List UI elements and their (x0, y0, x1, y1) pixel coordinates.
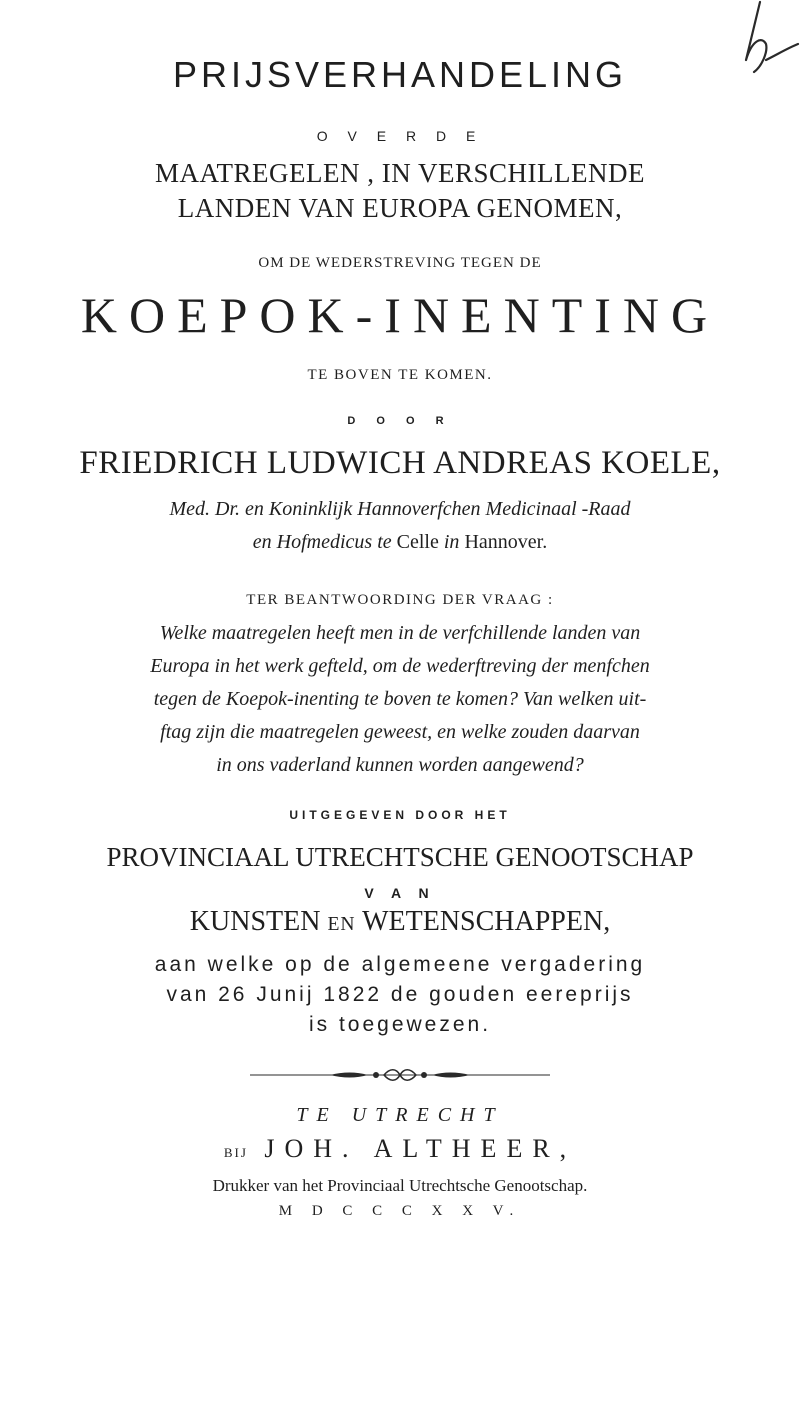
door-line: D O O R (347, 415, 453, 427)
question-line: Welke maatregelen heeft men in de verfchillende landen van (159, 622, 641, 644)
imprint-year: M D C C C X X V. (278, 1203, 522, 1219)
society-van: V A N (364, 885, 436, 901)
society-en: EN (327, 914, 356, 935)
imprint-printer-name: JOH. ALTHEER, (264, 1134, 577, 1163)
society-wetenschappen: WETENSCHAPPEN, (362, 906, 611, 937)
document-title: PRIJSVERHANDELING (172, 54, 628, 95)
imprint-printer-line (0, 1134, 800, 1164)
imprint-bij: BIJ (223, 1145, 248, 1160)
question-line: ftag zijn die maatregelen geweest, en welke zouden daarvan (160, 721, 640, 743)
affiliation-text-in: in (443, 531, 460, 553)
prize-line-1: aan welke op de algemeene vergadering (154, 953, 646, 976)
author-name: FRIEDRICH LUDWICH ANDREAS KOELE, (79, 445, 721, 481)
prize-line-2: van 26 Junij 1822 de gouden eereprijs (166, 983, 634, 1006)
ter-beantwoording-heading: TER BEANTWOORDING DER VRAAG : (246, 592, 554, 608)
subtitle-line-2: LANDEN VAN EUROPA GENOMEN, (177, 193, 623, 223)
main-subject: KOEPOK-INENTING (80, 287, 720, 343)
affiliation-place-hannover: Hannover. (464, 531, 548, 553)
imprint-printer-role: Drukker van het Provinciaal Utrechtsche Genootschap. (212, 1176, 588, 1195)
ornamental-divider (250, 1068, 550, 1082)
subtitle-line-1: MAATREGELEN , IN VERSCHILLENDE (155, 158, 645, 188)
question-line: Europa in het werk gefteld, om de wederftreving der menfchen (150, 655, 650, 677)
uitgegeven-line: UITGEGEVEN DOOR HET (289, 808, 511, 822)
prize-line-3: is toegewezen. (308, 1013, 492, 1036)
society-kunsten: KUNSTEN (189, 906, 321, 937)
imprint-city: TE UTRECHT (296, 1104, 504, 1126)
author-affiliation-line-2 (0, 531, 800, 554)
author-affiliation-line-1: Med. Dr. en Koninklijk Hannoverfchen Medicinaal -Raad (169, 498, 631, 520)
society-name-line-2 (0, 906, 800, 938)
subtitle-line-3: OM DE WEDERSTREVING TEGEN DE (258, 255, 542, 271)
society-name-line-1: PROVINCIAAL UTRECHTSCHE GENOOTSCHAP (106, 842, 694, 872)
affiliation-place-celle: Celle (396, 531, 439, 553)
over-de-line: O V E R D E (316, 128, 484, 144)
subtitle-line-4: TE BOVEN TE KOMEN. (307, 367, 493, 383)
question-line: in ons vaderland kunnen worden aangewend? (216, 754, 584, 776)
question-line: tegen de Koepok-inenting te boven te komen? Van welken uit- (153, 688, 647, 710)
affiliation-text-a: en Hofmedicus te (252, 531, 392, 553)
